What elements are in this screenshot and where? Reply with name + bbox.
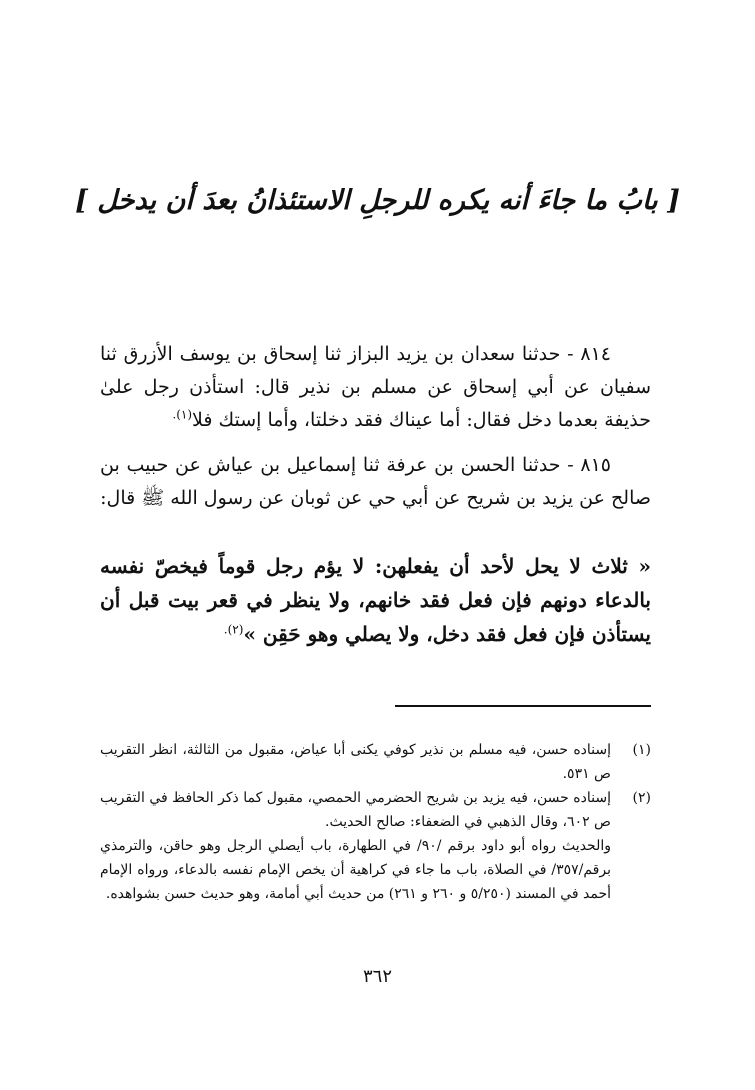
- footnote-ref-1[interactable]: (١).: [172, 407, 193, 422]
- footnote-2: [100, 786, 651, 906]
- prophetic-quote: [100, 549, 651, 651]
- hadith-814-text: [100, 338, 651, 437]
- footnote-paragraph: إسناده حسن، فيه يزيد بن شريح الحضرمي الحمصي، مقبول كما ذكر الحافظ في التقريب ص ٦٠٢، وقال الذهبي في الضعفاء: صالح الحديث.: [100, 790, 611, 830]
- footnote-number: (١): [632, 742, 651, 758]
- hadith-814-body: ٨١٤ - حدثنا سعدان بن يزيد البزاز ثنا إسحاق بن يوسف الأزرق ثنا سفيان عن أبي إسحاق عن مسلم بن نذير قال: استأذن رجل علىٰ حذيفة بعدما دخل فقال: أما عيناك فقد دخلتا، وأما إستك فلا: [100, 343, 651, 431]
- footnote-paragraph: والحديث رواه أبو داود برقم /٩٠/ في الطهارة، باب أيصلي الرجل وهو حاقن، والترمذي برقم/٣٥٧/ في الصلاة، باب ما جاء في كراهية أن يخص الإمام نفسه بالدعاء، ورواه الإمام أحمد في المسند (٥/٢٥٠ و ٢٦٠ و ٢٦١) من حديث أبي أمامة، وهو حديث حسن بشواهده.: [100, 838, 611, 902]
- hadith-815: [100, 449, 651, 515]
- prophetic-quote-text: [100, 549, 651, 651]
- footnote-number: (٢): [632, 790, 651, 806]
- page-number: ٣٦٢: [362, 966, 392, 987]
- hadith-814: [100, 338, 651, 437]
- hadith-815-text: ٨١٥ - حدثنا الحسن بن عرفة ثنا إسماعيل بن عياش عن حبيب بن صالح عن يزيد بن شريح عن أبي حي عن ثوبان عن رسول الله ﷺ قال:: [100, 454, 651, 509]
- footnote-body: [100, 786, 611, 906]
- prophetic-quote-body: « ثلاث لا يحل لأحد أن يفعلهن: لا يؤم رجل قوماً فيخصّ نفسه بالدعاء دونهم فإن فعل فقد خانهم، ولا ينظر في قعر بيت قبل أن يستأذن فإن فعل فقد دخل، ولا يصلي وهو حَقِن »: [100, 554, 651, 646]
- footnote-body: [100, 738, 611, 786]
- footnote-divider: [395, 705, 651, 707]
- footnote-1: [100, 738, 651, 786]
- footnotes: [100, 738, 651, 906]
- footnote-paragraph: إسناده حسن، فيه مسلم بن نذير كوفي يكنى أبا عياض، مقبول من الثالثة، انظر التقريب ص ٥٣١.: [100, 742, 611, 782]
- chapter-title: [ بابُ ما جاءَ أنه يكره للرجلِ الاستئذانُ بعدَ أن يدخل ]: [75, 185, 680, 216]
- footnote-ref-2[interactable]: (٢).: [223, 622, 244, 637]
